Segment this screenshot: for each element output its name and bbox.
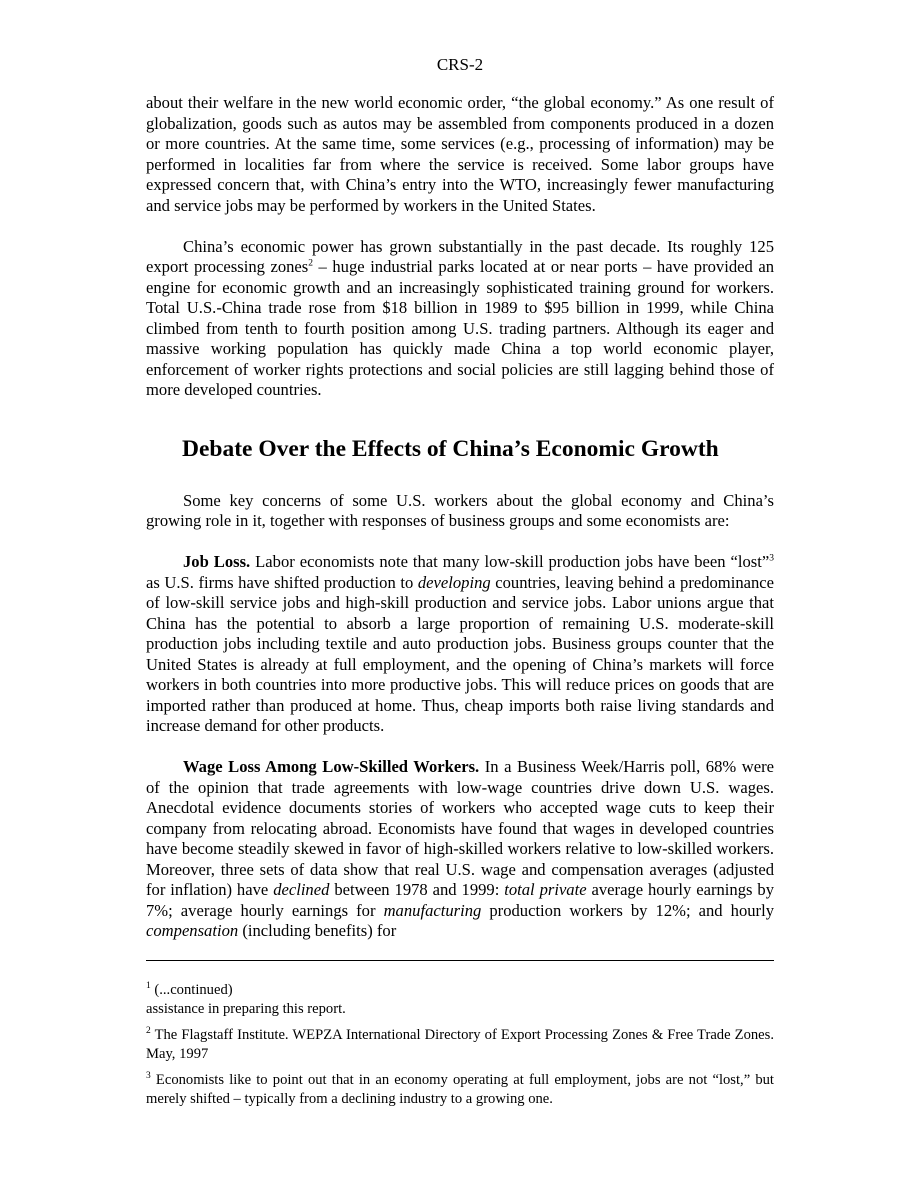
footnote-3 [146, 1071, 774, 1109]
run-in-heading-job-loss: Job Loss. [183, 552, 251, 571]
emphasis-text: compensation [146, 921, 239, 940]
paragraph-text: Labor economists note that many low-skill production jobs have been “lost” [250, 552, 770, 571]
body-text [146, 93, 774, 962]
emphasis-text: total private [504, 880, 587, 899]
paragraph-globalization: about their welfare in the new world economic order, “the global economy.” As one result of globalization, goods such as autos may be assembled from components produced in a dozen or more countries. At the same time, some services (e.g., processing of information) may be performed in localities far from where the service is received. Some labor groups have expressed concern that, with China’s entry into the WTO, increasingly fewer manufacturing and service jobs may be performed by workers in the United States. [146, 93, 774, 215]
footnote-continuation: assistance in preparing this report. [146, 1001, 346, 1017]
footnote-ref-3[interactable]: 3 [769, 553, 774, 564]
footnote-mark: 2 [146, 1026, 151, 1037]
emphasis-text: developing [417, 572, 491, 592]
paragraph-text: between 1978 and 1999: [329, 880, 505, 899]
paragraph-job-loss [146, 552, 774, 737]
paragraph-china-economic-power [146, 237, 774, 401]
page-header: CRS-2 [436, 55, 484, 74]
paragraph-text: countries, leaving behind a predominance of low-skill service jobs and high-skill production and service jobs. Labor unions argue that China has the potential to absorb a large proportion of remaining U.S. moderate-skill production jobs including textile and auto production jobs. Business groups counter that the United States is already at full employment, and the opening of China’s markets will force workers in both countries into more productive jobs. This will reduce prices on goods that are imported rather than produced at home. Thus, cheap imports both raise living standards and increase demand for other products. [146, 572, 775, 735]
section-heading: Debate Over the Effects of China’s Economic Growth [182, 435, 719, 462]
footnote-text: The Flagstaff Institute. WEPZA International Directory of Export Processing Zones & Free Trade Zones. May, 1997 [146, 1027, 774, 1062]
footnote-text: (...continued) [150, 982, 233, 998]
footnote-2 [146, 1026, 774, 1064]
emphasis-text: manufacturing [383, 900, 482, 920]
paragraph-key-concerns: Some key concerns of some U.S. workers about the global economy and China’s growing role in it, together with responses of business groups and some economists are: [146, 490, 774, 530]
footnote-text: Economists like to point out that in an economy operating at full employment, jobs are not “lost,” but merely shifted – typically from a declining industry to a growing one. [146, 1072, 774, 1107]
paragraph-text: as U.S. firms have shifted production to [146, 572, 418, 592]
paragraph-text: production workers by 12%; and hourly [481, 900, 774, 920]
paragraph-text: (including benefits) for [238, 921, 397, 940]
footnotes [146, 981, 774, 1116]
footnote-divider [146, 960, 774, 961]
footnote-mark: 3 [146, 1071, 151, 1082]
paragraph-text: In a Business Week/Harris poll, 68% were of the opinion that trade agreements with low-wage countries drive down U.S. wages. Anecdotal evidence documents stories of workers who accepted wage cuts to keep their company from relocating abroad. Economists have found that wages in developed countries have become steadily skewed in favor of high-skilled workers relative to low-skilled workers. Moreover, three sets of data show that real U.S. wage and compensation averages (adjusted for inflation) have [146, 757, 774, 899]
footnote-mark: 1 [146, 981, 151, 992]
run-in-heading-wage-loss: Wage Loss Among Low-Skilled Workers. [183, 757, 480, 776]
emphasis-text: declined [273, 880, 330, 899]
paragraph-wage-loss [146, 757, 774, 942]
footnote-ref-2[interactable]: 2 [308, 258, 313, 269]
footnote-1 [146, 981, 774, 1019]
paragraph-text: – huge industrial parks located at or near ports – have provided an engine for economic growth and an increasingly sophisticated training ground for workers. Total U.S.-China trade rose from $18 billion in 1989 to $95 billion in 1999, while China climbed from tenth to fourth position among U.S. trading partners. Although its eager and massive working population has quickly made China a top world economic player, enforcement of worker rights protections and social policies are still lagging behind those of more developed countries. [146, 257, 774, 399]
paragraph-text: China’s economic power has grown substantially in the past decade. Its roughly 125 export processing zones [146, 236, 774, 276]
paragraph-text: average hourly earnings by 7%; average hourly earnings for [146, 880, 774, 920]
